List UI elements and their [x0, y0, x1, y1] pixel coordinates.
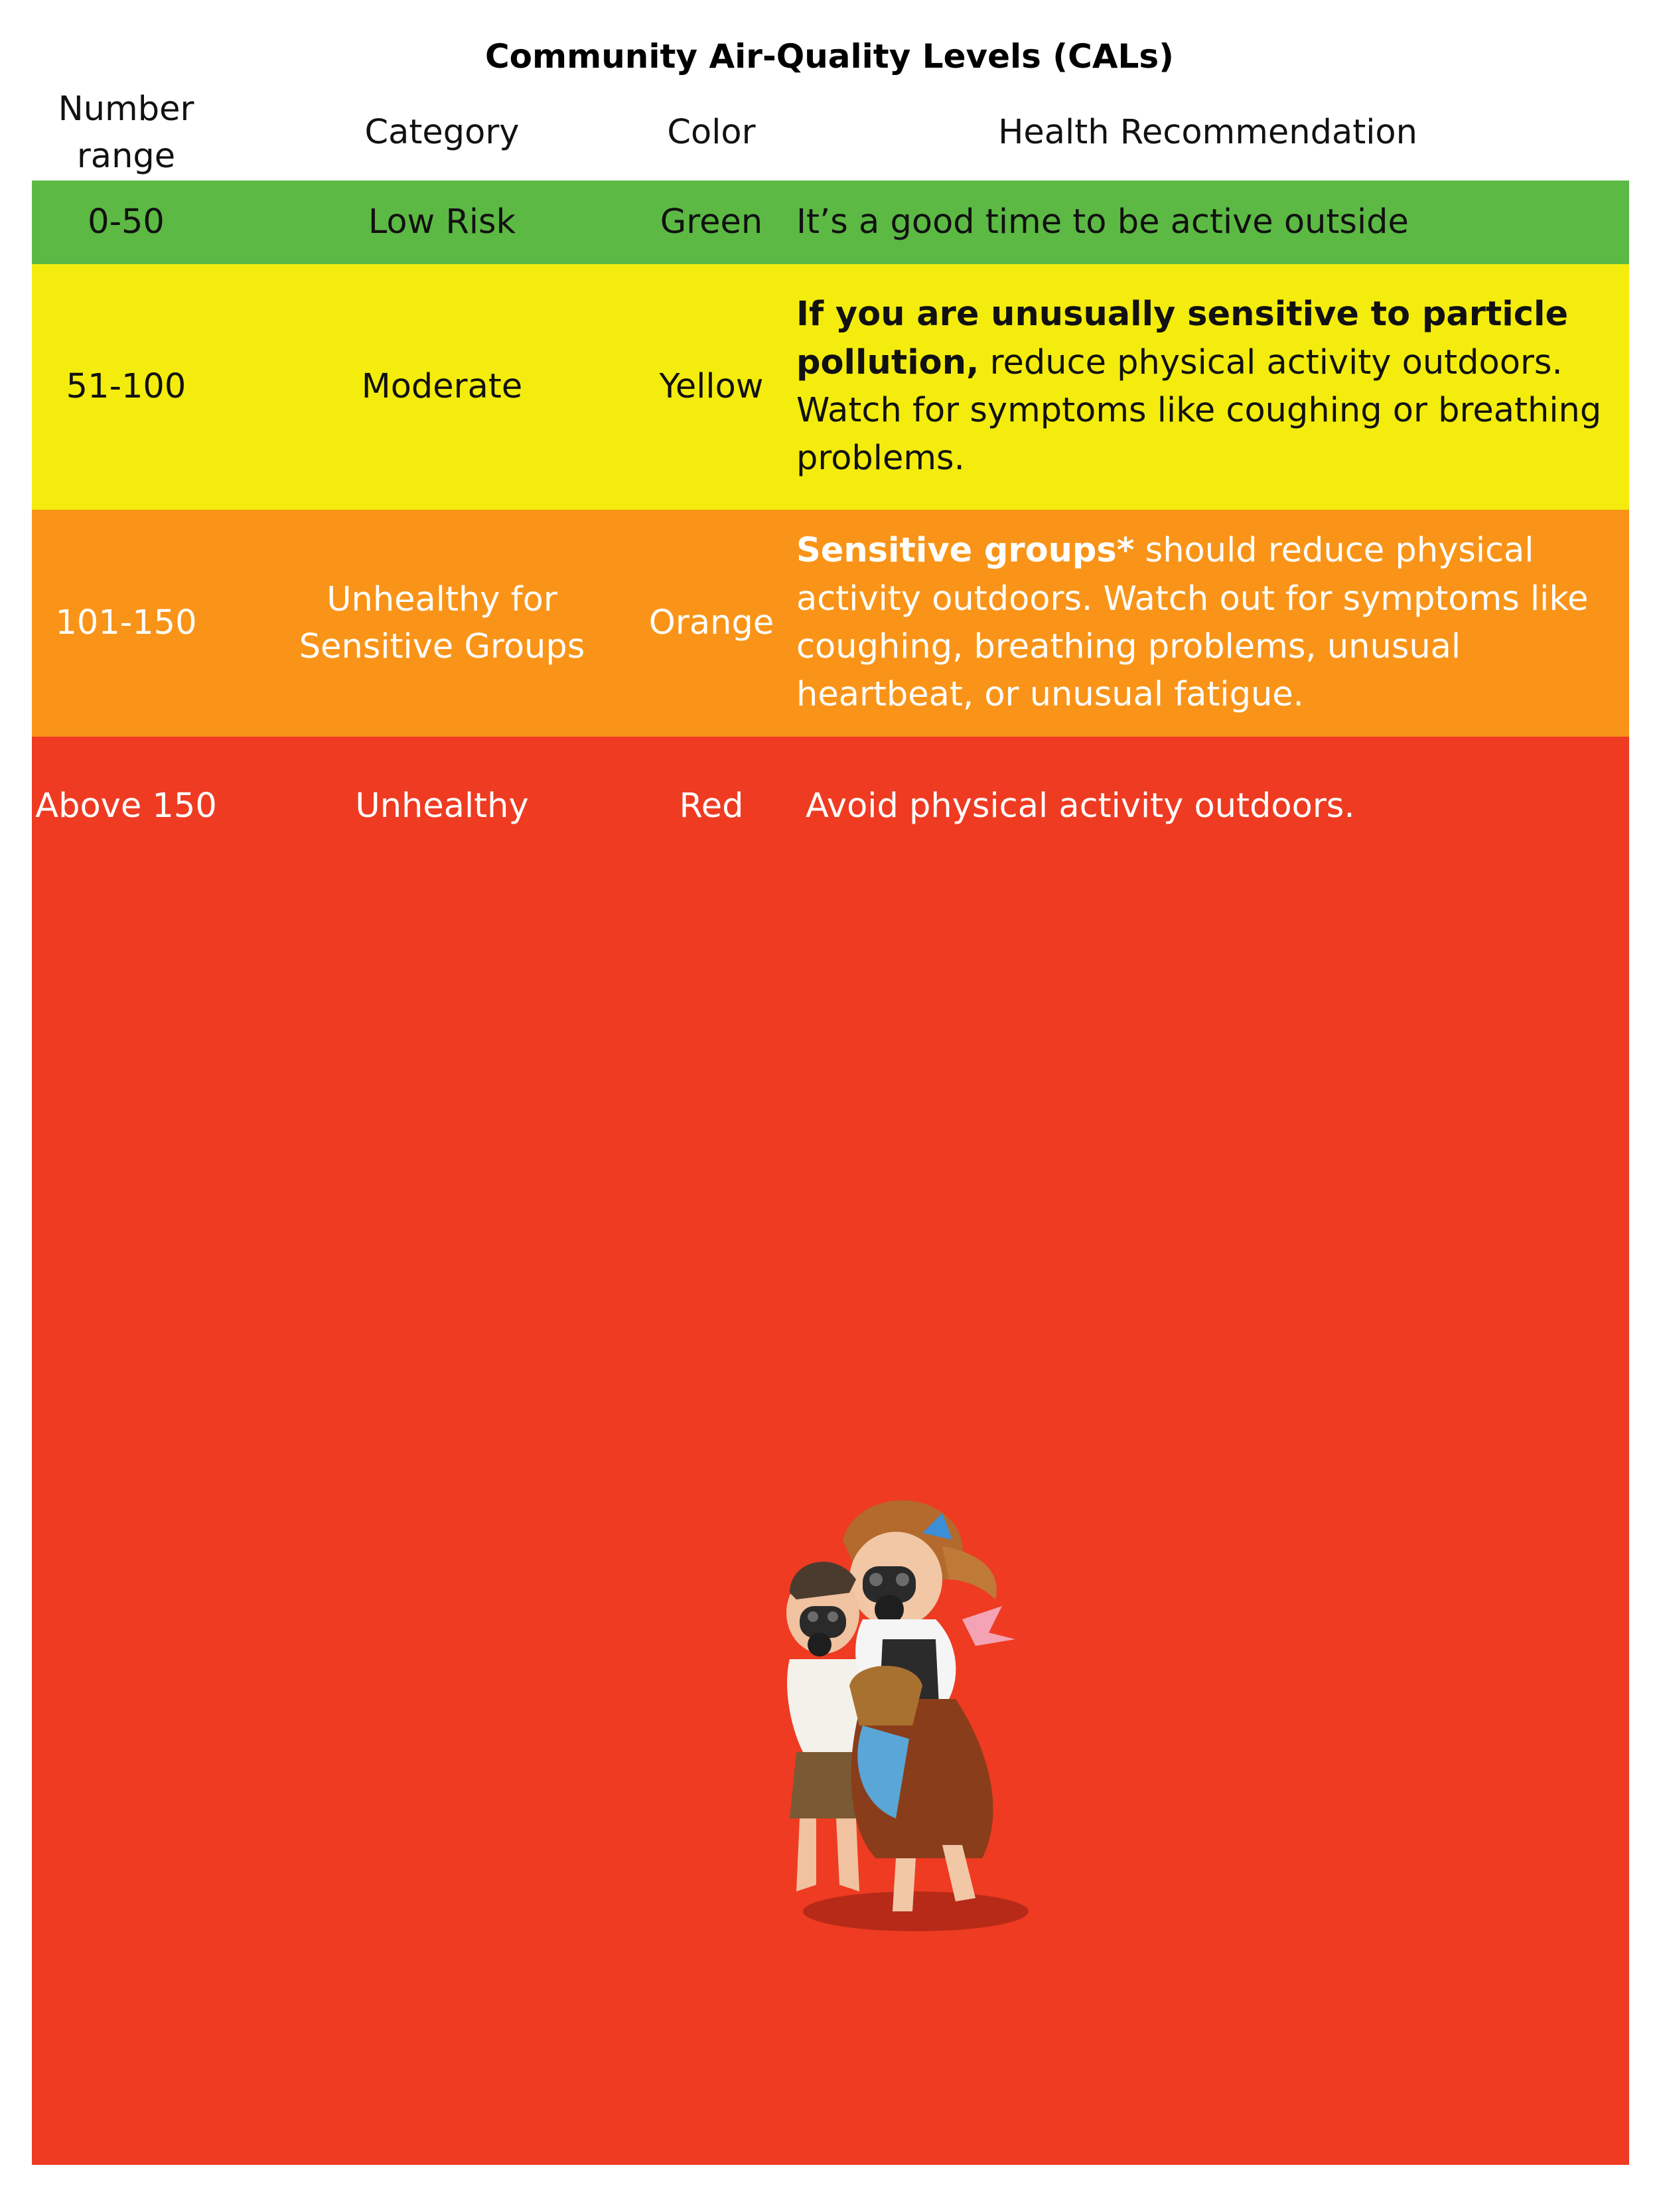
ribbon-shape [962, 1606, 1015, 1646]
color-cell: Red [679, 786, 744, 826]
mask-shape [896, 1573, 909, 1586]
category-cell: Moderate [361, 367, 523, 407]
range-cell: 101-150 [55, 603, 197, 643]
leg-shape [893, 1858, 916, 1911]
category-cell: Unhealthy [355, 786, 529, 826]
range-cell: Above 150 [35, 786, 217, 826]
recommendation-cell [796, 181, 1619, 264]
recommendation-text: should reduce physical activity outdoors. Watch out for symptoms like coughing, breathing problems, unusual heartbeat, or unusual fatigue. [796, 531, 1589, 715]
color-cell: Green [660, 202, 763, 242]
color-cell: Yellow [659, 367, 764, 407]
recommendation-bold: Sensitive groups* [796, 531, 1135, 571]
table-row-yellow [32, 264, 1629, 510]
hair-shape [942, 1546, 997, 1599]
basket-shape [849, 1666, 922, 1726]
recommendation-cell [796, 264, 1619, 510]
category-cell: Unhealthy for Sensitive Groups [299, 579, 585, 666]
range-cell: 51-100 [66, 367, 186, 407]
column-header-category: Category [364, 113, 520, 153]
column-header-color: Color [667, 113, 756, 153]
mask-shape [869, 1573, 883, 1586]
children-gas-mask-illustration [763, 1487, 1042, 1938]
category-cell: Low Risk [368, 202, 516, 242]
mask-shape [808, 1633, 831, 1657]
recommendation-bold: If you are unusually sensitive to particle pollution, [796, 295, 1569, 382]
table-row-green [32, 181, 1629, 264]
shadow-shape [803, 1891, 1029, 1931]
table-title: Community Air-Quality Levels (CALs) [484, 37, 1175, 76]
recommendation-cell [796, 510, 1619, 737]
range-cell: 0-50 [88, 202, 165, 242]
table-row-orange [32, 510, 1629, 737]
column-header-range: Number range [58, 89, 194, 176]
recommendation-text: It’s a good time to be active outside [796, 202, 1409, 242]
color-cell: Orange [648, 603, 774, 643]
table-row-red [32, 737, 1629, 2165]
shirt-shape [787, 1659, 861, 1752]
leg-shape [796, 1818, 816, 1891]
mask-shape [808, 1611, 818, 1622]
recommendation-text: reduce physical activity outdoors. Watch for symptoms like coughing or breathing problems. [796, 342, 1602, 479]
column-header-recommendation: Health Recommendation [998, 113, 1417, 153]
mask-shape [828, 1611, 838, 1622]
recommendation-cell [806, 737, 1628, 876]
leg-shape [836, 1818, 859, 1891]
recommendation-text: Avoid physical activity outdoors. [806, 786, 1355, 826]
